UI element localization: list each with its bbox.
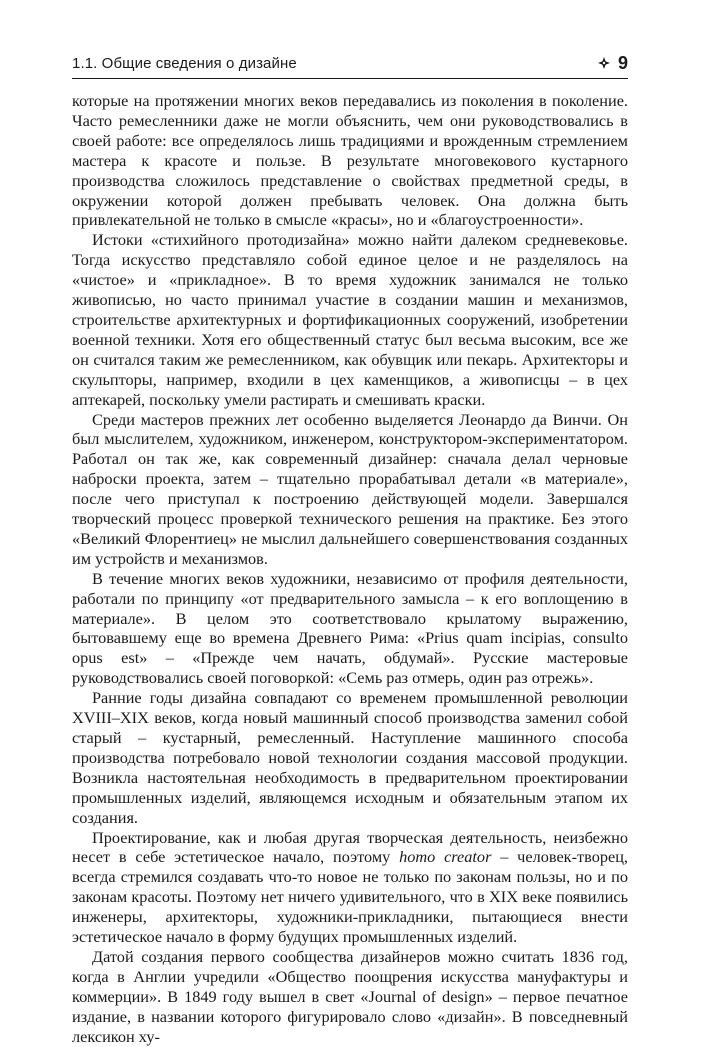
header-rule: [72, 78, 628, 79]
running-head: 1.1. Общие сведения о дизайне: [72, 54, 297, 72]
page-number: 9: [617, 52, 628, 73]
ornament-icon: [598, 57, 610, 69]
paragraph-2: Истоки «стихийного протодизайна» можно найти далеком средневековье. Тогда искусство представляло собой единое целое и не разделялось на «чистое» и «прикладное». В то время художник занимался не только живописью, но часто принимал участие в создании машин и механизмов, строительстве архитектурных и фортификационных сооружений, изобретении военной техники. Хотя его общественный статус был весьма высоким, все же он считался таким же ремесленником, как обувщик или пекарь. Архитекторы и скульпторы, например, входили в цех каменщиков, а живописцы – в цех аптекарей, поскольку умели растирать и смешивать краски.: [72, 230, 628, 409]
paragraph-6: [72, 828, 628, 947]
paragraph-4: В течение многих веков художники, независимо от профиля деятельности, работали по принципу «от предварительного замысла – к его воплощению в материале». В целом это соответствовало крылатому выражению, бытовавшему еще во времена Древнего Рима: «Prius quam incipias, consulto opus est» – «Прежде чем начать, обдумай». Русские мастеровые руководствовались своей поговоркой: «Семь раз отмерь, один раз отрежь».: [72, 568, 628, 688]
page-number-group: [598, 53, 628, 74]
paragraph-1: которые на протяжении многих веков передавались из поколения в поколение. Часто ремесленники даже не могли объяснить, чем они руководствовались в своей работе: все определялось лишь традициями и врожденным стремлением мастера к красоте и пользе. В результате многовекового кустарного производства сложилось представление о свойствах предметной среды, в окружении которой должен пребывать человек. Она должна быть привлекательной не только в смысле «красы», но и «благоустроенности».: [72, 91, 628, 230]
body-text: [72, 91, 628, 1047]
page-header: [72, 48, 628, 78]
paragraph-5: Ранние годы дизайна совпадают со временем промышленной революции XVIII–XIX веков, когда новый машинный способ производства заменил собой старый – кустарный, ремесленный. Наступление машинного способа производства потребовало новой технологии создания массовой продукции. Возникла настоятельная необходимость в предварительном проектировании промышленных изделий, являющемся исходным и обязательным этапом их создания.: [72, 688, 628, 827]
paragraph-6-start: Проектирование, как и любая другая творческая деятельность, неизбежно несет в себе эстетическое начало, поэтому: [72, 827, 628, 867]
paragraph-3: Среди мастеров прежних лет особенно выделяется Леонардо да Винчи. Он был мыслителем, художником, инженером, конструктором-экспериментатором. Работал он так же, как современный дизайнер: сначала делал черновые наброски проекта, затем – тщательно прорабатывал детали «в материале», после чего приступал к построению действующей модели. Завершался творческий процесс проверкой технического решения на практике. Без этого «Великий Флорентиец» не мыслил дальнейшего совершенствования созданных им устройств и механизмов.: [72, 409, 628, 568]
latin-term: homo creator: [399, 847, 492, 867]
paragraph-7: Датой создания первого сообщества дизайнеров можно считать 1836 год, когда в Англии учредили «Общество поощрения искусства мануфактуры и коммерции». В 1849 году вышел в свет «Journal of design» – первое печатное издание, в названии которого фигурировало слово «дизайн». В повседневный лексикон ху-: [72, 946, 628, 1046]
paragraph-6-end: – человек-творец, всегда стремился создавать что-то новое не только по законам пользы, но и по законам красоты. Поэтому нет ничего удивительного, что в XIX веке появились инженеры, архитекторы, художники-прикладники, пытающиеся внести эстетическое начало в форму будущих промышленных изделий.: [72, 847, 628, 947]
